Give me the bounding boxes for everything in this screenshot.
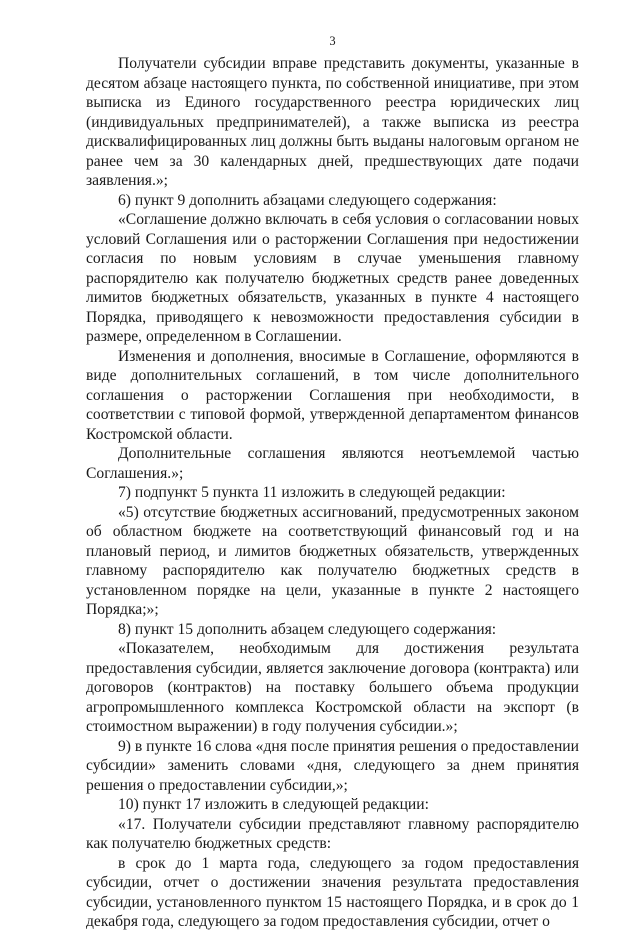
paragraph: 10) пункт 17 изложить в следующей редакции: — [118, 796, 429, 813]
paragraph: 7) подпункт 5 пункта 11 изложить в следующей редакции: — [118, 484, 506, 501]
paragraph: Изменения и дополнения, вносимые в Соглашение, оформляются в виде дополнительных соглашений, в том числе дополнительного соглашения о расторжении Соглашения при необходимости, в соответствии с типовой формой, утвержденной департаментом финансов Костромской области. — [86, 347, 579, 443]
paragraph: Дополнительные соглашения являются неотъемлемой частью Соглашения.»; — [86, 445, 579, 482]
paragraph: «17. Получатели субсидии представляют главному распорядителю как получателю бюджетных средств: — [86, 815, 579, 852]
paragraph: Получатели субсидии вправе представить документы, указанные в десятом абзаце настоящего пункта, по собственной инициативе, при этом выписка из Единого государственного реестра юридических лиц (индивидуальных предпринимателей), а также выписка из реестра дисквалифицированных лиц должны быть выданы налоговым органом не ранее чем за 30 календарных дней, предшествующих дате подачи заявления.»; — [86, 55, 579, 189]
paragraph: 8) пункт 15 дополнить абзацем следующего содержания: — [118, 620, 497, 638]
page-number: 3 — [329, 34, 336, 48]
paragraph: «Соглашение должно включать в себя условия о согласовании новых условий Соглашения или о расторжении Соглашения при недостижении согласия по новым условиям в случае уменьшения главному распорядителю как получателю бюджетных средств ранее доведенных лимитов бюджетных обязательств, указанных в пункте 4 настоящего Порядка, приводящего к невозможности предоставления субсидии в размере, определенном в Соглашении. — [86, 211, 579, 345]
paragraph: 6) пункт 9 дополнить абзацами следующего содержания: — [118, 191, 497, 209]
paragraph: в срок до 1 марта года, следующего за годом предоставления субсидии, отчет о достижении значения результата предоставления субсидии, установленного пунктом 15 настоящего Порядка, и в срок до 1 декабря года, следующего за годом предоставления субсидии, отчет о — [86, 854, 579, 930]
document-body — [86, 54, 579, 932]
paragraph: «5) отсутствие бюджетных ассигнований, предусмотренных законом об областном бюджете на соответствующий финансовый год и на плановый период, и лимитов бюджетных обязательств, утвержденных главному распорядителю как получателю бюджетных средств в установленном порядке на цели, указанные в пункте 2 настоящего Порядка;»; — [86, 503, 579, 618]
paragraph: 9) в пункте 16 слова «дня после принятия решения о предоставлении субсидии» заменить словами «дня, следующего за днем принятия решения о предоставлении субсидии,»; — [86, 737, 579, 794]
paragraph: «Показателем, необходимым для достижения результата предоставления субсидии, является заключение договора (контракта) или договоров (контрактов) на поставку большего объема продукции агропромышленного комплекса Костромской области на экспорт (в стоимостном выражении) в году получения субсидии.»; — [86, 640, 579, 735]
